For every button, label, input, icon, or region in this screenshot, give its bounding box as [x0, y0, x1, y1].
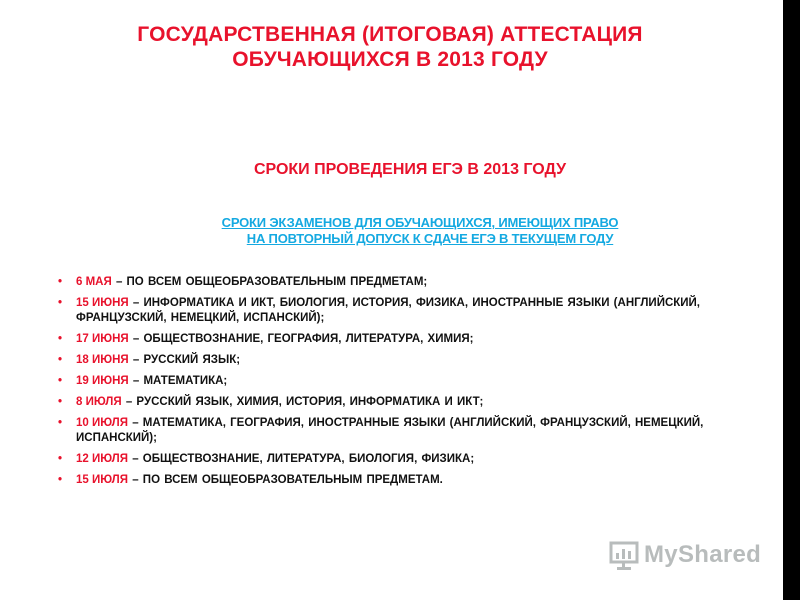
schedule-subjects: – РУССКИЙ ЯЗЫК, ХИМИЯ, ИСТОРИЯ, ИНФОРМАТИКА И ИКТ; [125, 396, 484, 408]
bullet-icon: • [58, 333, 63, 345]
page-title [60, 22, 720, 72]
watermark-text: MyShared [644, 541, 762, 568]
presentation-board-icon [608, 539, 640, 571]
schedule-date: 10 ИЮЛЯ [76, 417, 129, 429]
bullet-icon: • [58, 453, 63, 465]
schedule-subjects: – МАТЕМАТИКА, ГЕОГРАФИЯ, ИНОСТРАННЫЕ ЯЗЫКИ (АНГЛИЙСКИЙ, ФРАНЦУЗСКИЙ, НЕМЕЦКИЙ, ИСПАНСКИЙ); [76, 417, 704, 444]
bullet-icon: • [58, 354, 63, 366]
exam-schedule-list [58, 275, 758, 494]
right-edge-bar [783, 0, 800, 600]
schedule-subjects: – РУССКИЙ ЯЗЫК; [132, 354, 241, 366]
schedule-item [58, 374, 758, 389]
bullet-icon: • [58, 396, 63, 408]
schedule-subjects: – ИНФОРМАТИКА И ИКТ, БИОЛОГИЯ, ИСТОРИЯ, ФИЗИКА, ИНОСТРАННЫЕ ЯЗЫКИ (АНГЛИЙСКИЙ, ФРАНЦУЗСКИЙ, НЕМЕЦКИЙ, ИСПАНСКИЙ); [76, 297, 701, 324]
schedule-item [58, 452, 758, 467]
schedule-date: 19 ИЮНЯ [76, 375, 129, 387]
schedule-subjects: – ОБЩЕСТВОЗНАНИЕ, ГЕОГРАФИЯ, ЛИТЕРАТУРА, ХИМИЯ; [132, 333, 474, 345]
bullet-icon: • [58, 417, 63, 429]
schedule-date: 18 ИЮНЯ [76, 354, 129, 366]
watermark-logo [608, 537, 761, 573]
schedule-date: 15 ИЮНЯ [76, 297, 129, 309]
page-title-line-1: ГОСУДАРСТВЕННАЯ (ИТОГОВАЯ) АТТЕСТАЦИЯ [137, 23, 643, 46]
schedule-date: 6 МАЯ [76, 276, 112, 288]
schedule-subjects: – ПО ВСЕМ ОБЩЕОБРАЗОВАТЕЛЬНЫМ ПРЕДМЕТАМ. [132, 474, 443, 486]
schedule-item [58, 353, 758, 368]
schedule-date: 8 ИЮЛЯ [76, 396, 122, 408]
schedule-item [58, 332, 758, 347]
schedule-item [58, 296, 758, 326]
subtitle: СРОКИ ПРОВЕДЕНИЯ ЕГЭ В 2013 ГОДУ [253, 161, 567, 178]
bullet-icon: • [58, 474, 63, 486]
schedule-item [58, 395, 758, 410]
bullet-icon: • [58, 375, 63, 387]
bullet-icon: • [58, 297, 63, 309]
schedule-subjects: – ОБЩЕСТВОЗНАНИЕ, ЛИТЕРАТУРА, БИОЛОГИЯ, ФИЗИКА; [132, 453, 475, 465]
schedule-date: 12 ИЮЛЯ [76, 453, 129, 465]
schedule-item [58, 473, 758, 488]
schedule-item [58, 275, 758, 290]
schedule-subjects: – МАТЕМАТИКА; [132, 375, 228, 387]
schedule-date: 17 ИЮНЯ [76, 333, 129, 345]
page-title-line-2: ОБУЧАЮЩИХСЯ В 2013 ГОДУ [232, 48, 548, 71]
section-heading [100, 215, 740, 247]
schedule-date: 15 ИЮЛЯ [76, 474, 129, 486]
section-heading-line-2: НА ПОВТОРНЫЙ ДОПУСК К СДАЧЕ ЕГЭ В ТЕКУЩЕМ ГОДУ [246, 231, 614, 246]
section-heading-line-1: СРОКИ ЭКЗАМЕНОВ ДЛЯ ОБУЧАЮЩИХСЯ, ИМЕЮЩИХ ПРАВО [221, 215, 619, 230]
bullet-icon: • [58, 276, 63, 288]
schedule-subjects: – ПО ВСЕМ ОБЩЕОБРАЗОВАТЕЛЬНЫМ ПРЕДМЕТАМ; [115, 276, 428, 288]
schedule-item [58, 416, 758, 446]
